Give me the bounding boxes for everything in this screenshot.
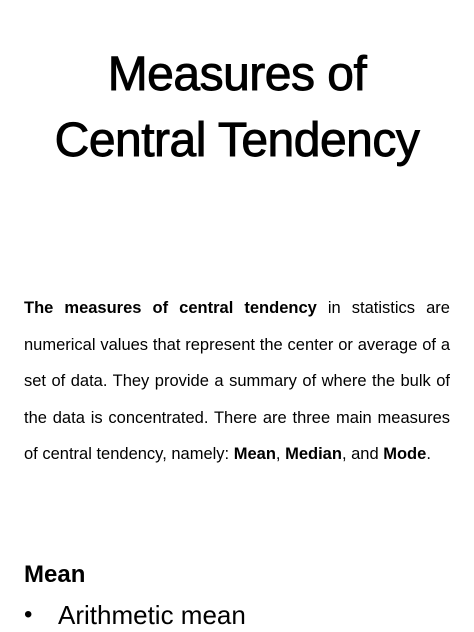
section-heading-mean: Mean [24, 561, 86, 588]
page-title [0, 42, 474, 174]
measure-median: Median [285, 445, 342, 463]
bullet-list [24, 598, 246, 632]
intro-lead-bold: The measures of central tendency [24, 299, 317, 317]
intro-paragraph [24, 290, 450, 473]
list-item [24, 598, 246, 632]
measure-mean: Mean [233, 445, 276, 463]
measure-mode: Mode [383, 445, 427, 463]
title-line-1: Measures of [107, 48, 367, 101]
bullet-label: Arithmetic mean [58, 600, 246, 630]
intro-ending: . [426, 445, 431, 463]
intro-separator-1: , [275, 445, 286, 463]
bullet-icon: • [24, 601, 33, 628]
intro-separator-2: , and [341, 445, 384, 463]
intro-body-text: in statistics are numerical values that represent the center or average of a set of data. They provide a summary of where the bulk of the data is concentrated. There are three main measures of central tendency, namely: [24, 299, 450, 463]
title-line-2: Central Tendency [54, 114, 420, 167]
